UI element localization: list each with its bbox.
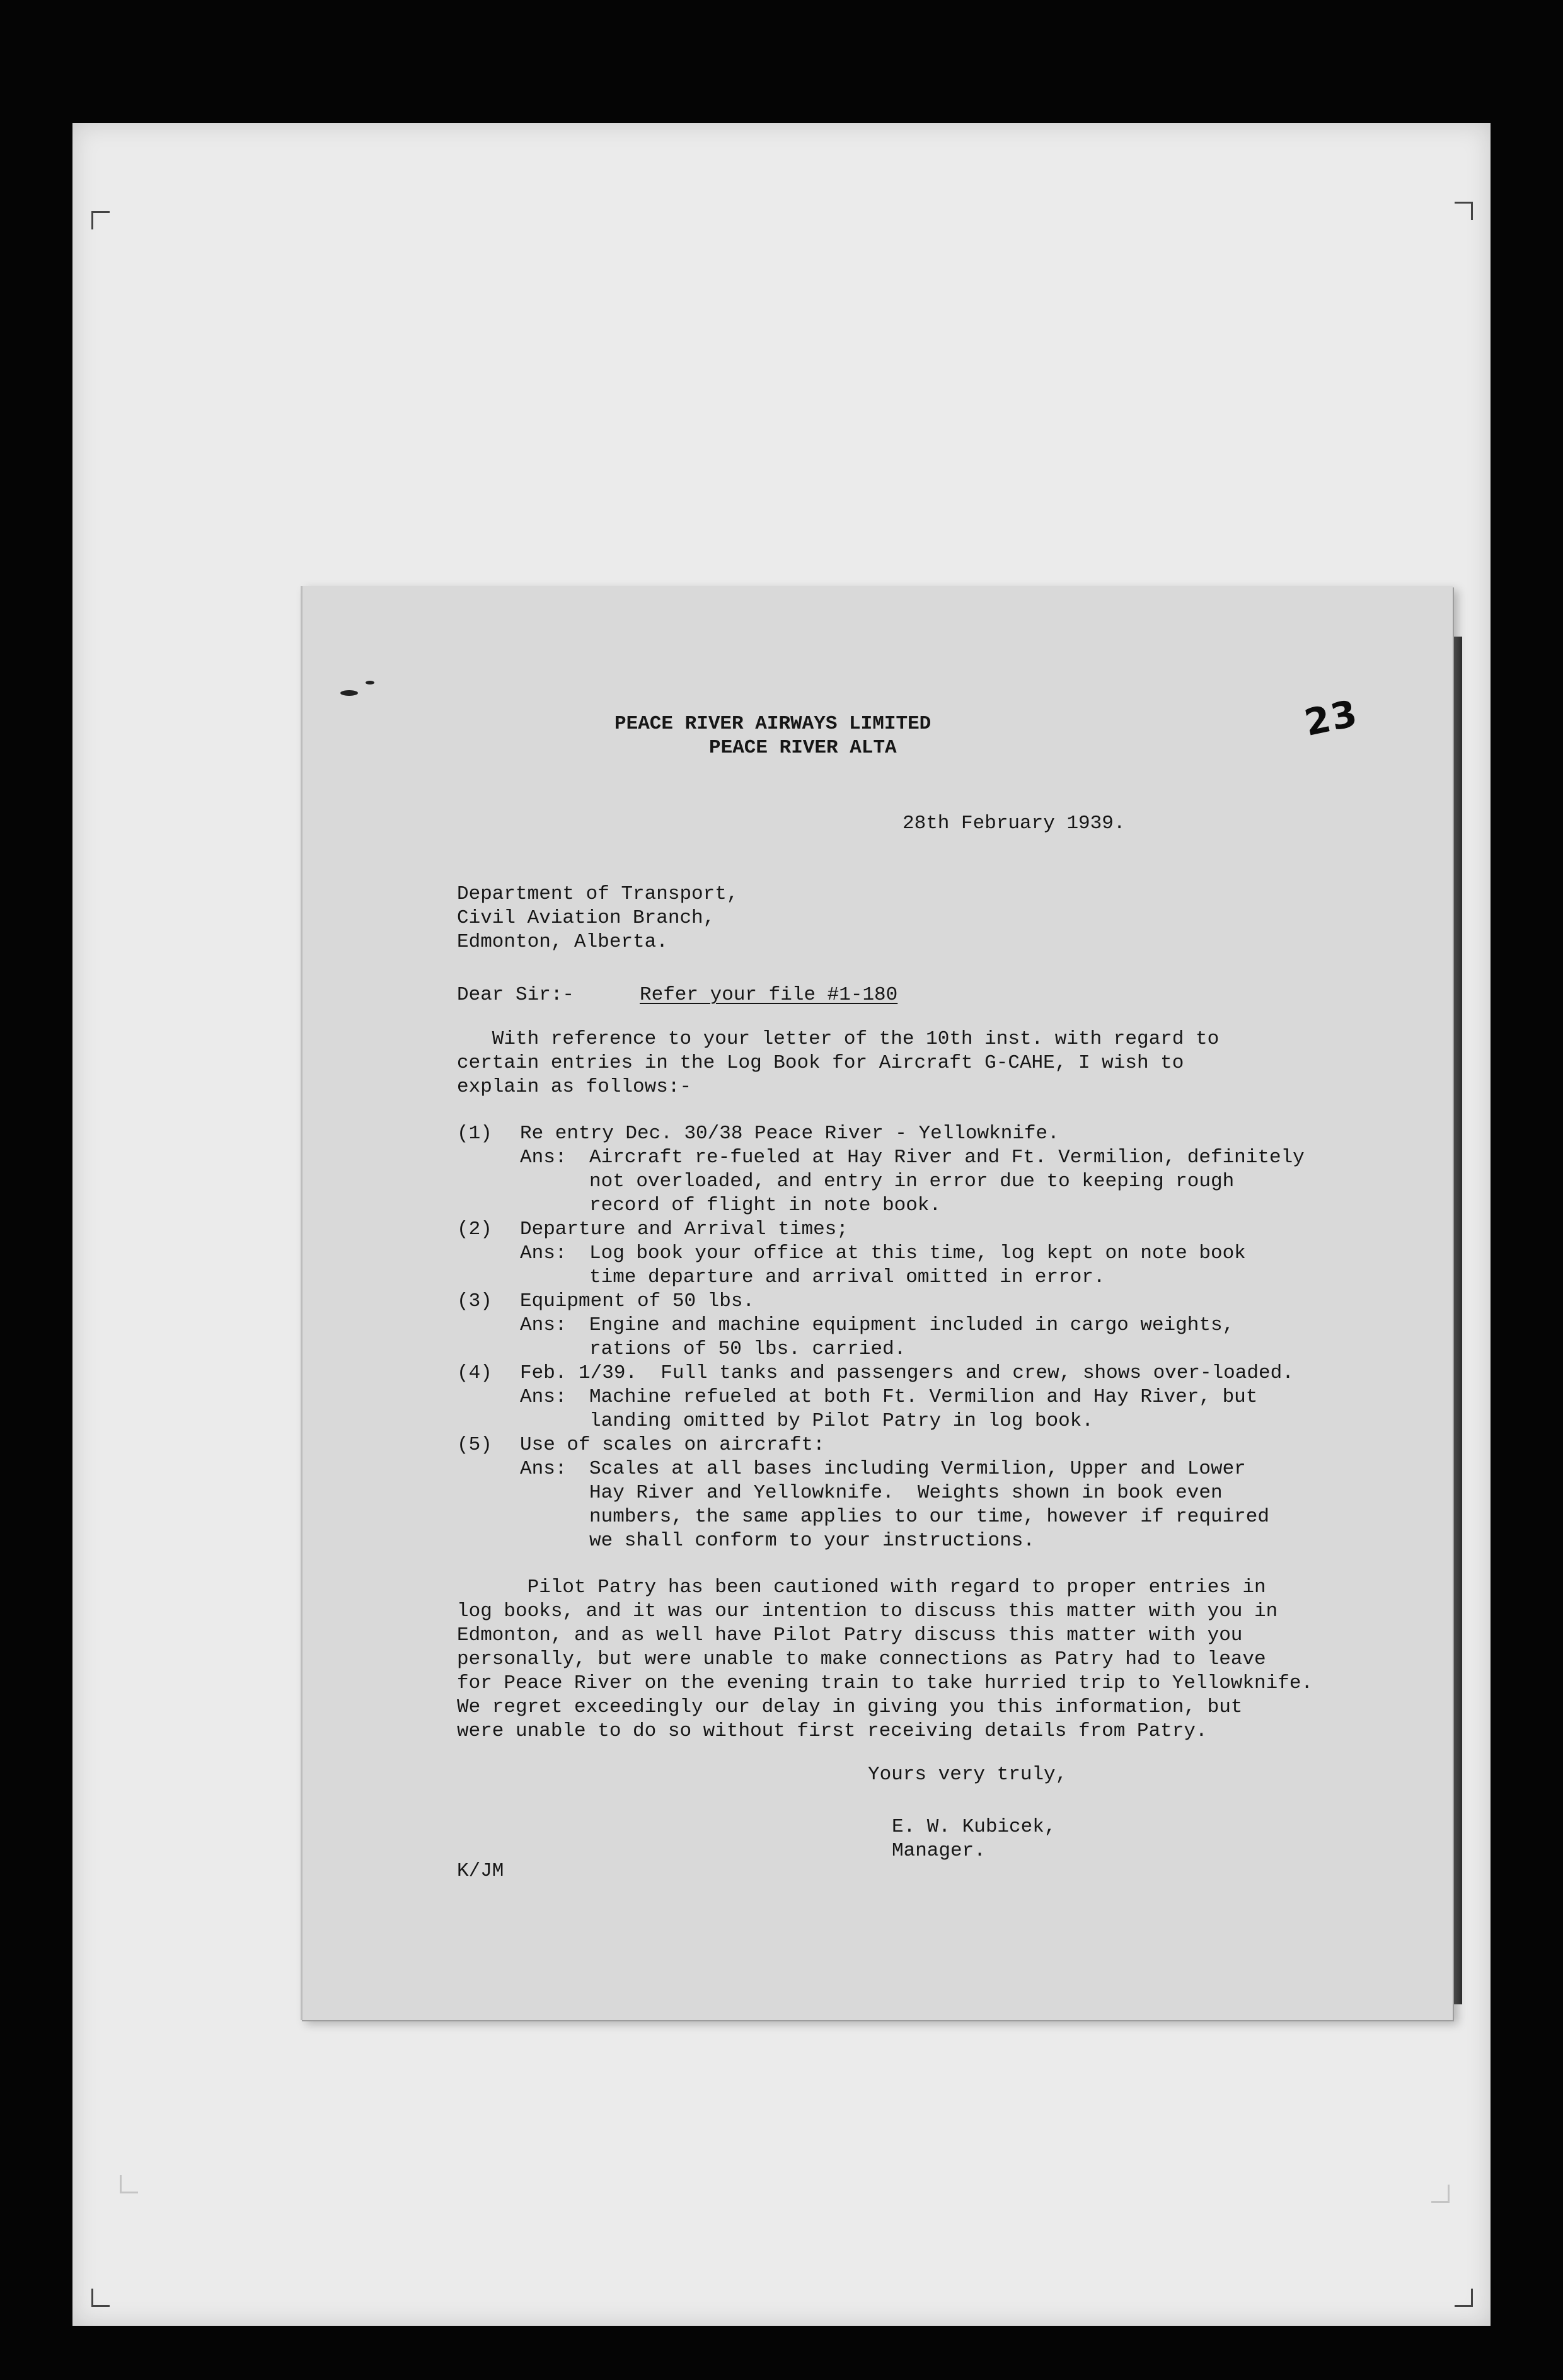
typist-initials: K/JM <box>457 1860 504 1882</box>
crop-mark-bottom-left <box>91 2289 110 2307</box>
answer-line: Aircraft re-fueled at Hay River and Ft. Vermilion, definitely <box>589 1147 1305 1169</box>
salutation: Dear Sir:- <box>457 984 575 1006</box>
item-subject: Feb. 1/39. Full tanks and passengers and crew, shows over-loaded. <box>520 1362 1294 1384</box>
crop-mark-top-left <box>91 211 110 229</box>
answer-line: time departure and arrival omitted in error. <box>589 1266 1105 1288</box>
faint-mark-bottom-right <box>1431 2185 1450 2203</box>
answer-line: Engine and machine equipment included in cargo weights, <box>589 1314 1235 1336</box>
item-number: (5) <box>457 1434 492 1456</box>
crop-mark-top-right <box>1455 202 1473 220</box>
answer-line: landing omitted by Pilot Patry in log book. <box>589 1410 1093 1432</box>
recipient-line: Civil Aviation Branch, <box>457 907 715 929</box>
signatory-title: Manager. <box>892 1840 986 1862</box>
answer-label: Ans: <box>520 1458 567 1480</box>
letterhead-company: PEACE RIVER AIRWAYS LIMITED <box>614 713 931 735</box>
answer-line: Scales at all bases including Vermilion, Upper and Lower <box>589 1458 1246 1480</box>
item-number: (3) <box>457 1290 492 1312</box>
recipient-line: Edmonton, Alberta. <box>457 931 668 953</box>
sign-off: Yours very truly, <box>868 1764 1068 1786</box>
item-number: (1) <box>457 1123 492 1145</box>
answer-line: Machine refueled at both Ft. Vermilion and Hay River, but <box>589 1386 1258 1408</box>
letter-date: 28th February 1939. <box>903 812 1126 835</box>
answer-line: we shall conform to your instructions. <box>589 1530 1035 1552</box>
intro-line: With reference to your letter of the 10th inst. with regard to <box>457 1028 1220 1050</box>
item-subject: Departure and Arrival times; <box>520 1218 848 1240</box>
ink-speck <box>340 690 358 696</box>
item-subject: Re entry Dec. 30/38 Peace River - Yellowknife. <box>520 1123 1059 1145</box>
answer-line: Log book your office at this time, log kept on note book <box>589 1242 1246 1264</box>
answer-label: Ans: <box>520 1242 567 1264</box>
paragraph-line: We regret exceedingly our delay in giving you this information, but <box>457 1696 1243 1718</box>
paragraph-line: Pilot Patry has been cautioned with regard to proper entries in <box>457 1576 1266 1598</box>
typed-letter <box>301 586 1453 2020</box>
item-number: (2) <box>457 1218 492 1240</box>
item-subject: Use of scales on aircraft: <box>520 1434 825 1456</box>
paragraph-line: personally, but were unable to make connections as Patry had to leave <box>457 1648 1266 1670</box>
ink-speck <box>366 681 374 685</box>
answer-line: not overloaded, and entry in error due to keeping rough <box>589 1170 1235 1193</box>
item-subject: Equipment of 50 lbs. <box>520 1290 755 1312</box>
faint-mark-bottom-left <box>120 2175 138 2193</box>
letterhead-location: PEACE RIVER ALTA <box>709 737 897 759</box>
answer-line: record of flight in note book. <box>589 1194 942 1216</box>
answer-label: Ans: <box>520 1314 567 1336</box>
answer-line: Hay River and Yellowknife. Weights shown in book even <box>589 1482 1223 1504</box>
crop-mark-bottom-right <box>1455 2289 1473 2307</box>
answer-label: Ans: <box>520 1147 567 1169</box>
signatory-name: E. W. Kubicek, <box>892 1816 1056 1838</box>
paragraph-line: log books, and it was our intention to discuss this matter with you in <box>457 1600 1278 1622</box>
paragraph-line: were unable to do so without first receiving details from Patry. <box>457 1720 1208 1742</box>
recipient-line: Department of Transport, <box>457 883 739 905</box>
item-number: (4) <box>457 1362 492 1384</box>
answer-line: numbers, the same applies to our time, however if required <box>589 1506 1269 1528</box>
intro-line: explain as follows:- <box>457 1076 692 1098</box>
paragraph-line: for Peace River on the evening train to take hurried trip to Yellowknife. <box>457 1672 1313 1694</box>
paragraph-line: Edmonton, and as well have Pilot Patry discuss this matter with you <box>457 1624 1243 1646</box>
intro-line: certain entries in the Log Book for Aircraft G-CAHE, I wish to <box>457 1052 1184 1074</box>
handwritten-page-number: 23 <box>1300 691 1362 745</box>
answer-label: Ans: <box>520 1386 567 1408</box>
file-reference: Refer your file #1-180 <box>640 984 898 1006</box>
answer-line: rations of 50 lbs. carried. <box>589 1338 906 1360</box>
